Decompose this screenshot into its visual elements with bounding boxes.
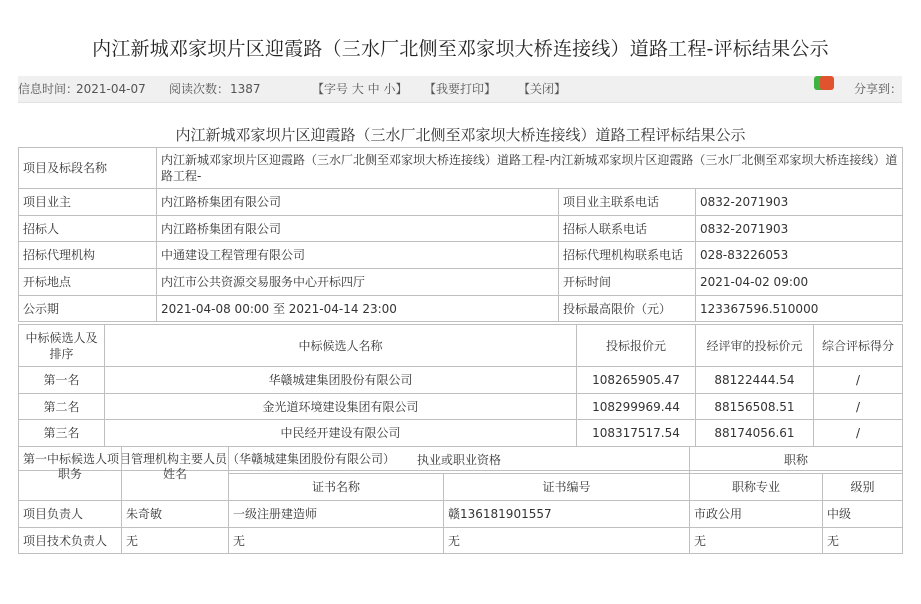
- candidate-reviewed: 88156508.51: [696, 394, 814, 420]
- tenderer-phone-value: 0832-2071903: [696, 216, 903, 242]
- table-row: [19, 148, 903, 189]
- person-name: 朱奇敏: [122, 501, 229, 528]
- project-name-label: 项目及标段名称: [19, 148, 157, 189]
- project-name-value: 内江新城邓家坝片区迎霞路（三水厂北侧至邓家坝大桥连接线）道路工程-内江新城邓家坝片区迎霞路（三水厂北侧至邓家坝大桥连接线）道路工程-: [157, 148, 903, 189]
- header-title: 职称: [690, 447, 903, 474]
- person-cert-name: 无: [229, 528, 444, 554]
- announcement-subtitle: 内江新城邓家坝片区迎霞路（三水厂北侧至邓家坝大桥连接线）道路工程评标结果公示: [175, 126, 746, 144]
- header-cert-no: 证书编号: [444, 474, 690, 501]
- header-rank: 中标候选人及排序: [19, 325, 105, 367]
- person-role: 项目负责人: [19, 501, 122, 528]
- table-row: [19, 420, 903, 447]
- info-date: 2021-04-07: [76, 82, 146, 96]
- candidate-bid: 108317517.54: [577, 420, 696, 447]
- candidate-score: /: [814, 420, 903, 447]
- font-size-link[interactable]: 【字号 大 中 小】: [312, 82, 408, 96]
- table-row: [19, 367, 903, 394]
- personnel-caption: 第一中标候选人项目管理机构主要人员（华赣城建集团股份有限公司）: [19, 447, 903, 471]
- publicity-period-value: 2021-04-08 00:00 至 2021-04-14 23:00: [157, 296, 559, 322]
- person-level: 中级: [823, 501, 903, 528]
- table-row: [19, 216, 903, 242]
- max-price-value: 123367596.510000: [696, 296, 903, 322]
- header-level: 级别: [823, 474, 903, 501]
- table-row: [19, 269, 903, 296]
- tenderer-phone-label: 招标人联系电话: [559, 216, 696, 242]
- owner-value: 内江路桥集团有限公司: [157, 189, 559, 216]
- opening-place-label: 开标地点: [19, 269, 157, 296]
- owner-phone-value: 0832-2071903: [696, 189, 903, 216]
- agency-label: 招标代理机构: [19, 242, 157, 269]
- candidate-rank: 第二名: [19, 394, 105, 420]
- candidate-bid: 108299969.44: [577, 394, 696, 420]
- tenderer-label: 招标人: [19, 216, 157, 242]
- publicity-period-label: 公示期: [19, 296, 157, 322]
- header-title-major: 职称专业: [690, 474, 823, 501]
- agency-phone-label: 招标代理机构联系电话: [559, 242, 696, 269]
- table-row: [19, 296, 903, 322]
- page-title: 内江新城邓家坝片区迎霞路（三水厂北侧至邓家坝大桥连接线）道路工程-评标结果公示: [92, 38, 829, 60]
- header-cert-name: 证书名称: [229, 474, 444, 501]
- candidate-score: /: [814, 367, 903, 394]
- info-date-label: 信息时间：: [18, 82, 79, 96]
- candidate-rank: 第三名: [19, 420, 105, 447]
- project-info-table: [18, 147, 903, 322]
- candidate-name: 华赣城建集团股份有限公司: [105, 367, 577, 394]
- info-views-label: 阅读次数：: [169, 82, 230, 96]
- person-cert-no: 无: [444, 528, 690, 554]
- candidate-reviewed: 88122444.54: [696, 367, 814, 394]
- header-qualification: 执业或职业资格: [229, 447, 690, 474]
- tenderer-value: 内江路桥集团有限公司: [157, 216, 559, 242]
- person-cert-name: 一级注册建造师: [229, 501, 444, 528]
- close-link[interactable]: 【关闭】: [518, 82, 567, 96]
- header-reviewed-price: 经评审的投标价元: [696, 325, 814, 367]
- candidate-reviewed: 88174056.61: [696, 420, 814, 447]
- personnel-table: [18, 446, 903, 554]
- person-title-major: 市政公用: [690, 501, 823, 528]
- header-candidate-name: 中标候选人名称: [105, 325, 577, 367]
- table-row: [19, 242, 903, 269]
- person-name: 无: [122, 528, 229, 554]
- max-price-label: 投标最高限价（元）: [559, 296, 696, 322]
- info-views: 1387: [230, 82, 261, 96]
- opening-time-label: 开标时间: [559, 269, 696, 296]
- header-name: 姓名: [122, 447, 229, 501]
- candidate-name: 金光道环境建设集团有限公司: [105, 394, 577, 420]
- candidate-bid: 108265905.47: [577, 367, 696, 394]
- table-row: [19, 394, 903, 420]
- weibo-icon[interactable]: [820, 76, 834, 90]
- person-title-major: 无: [690, 528, 823, 554]
- table-row: [19, 325, 903, 367]
- table-row: [19, 528, 903, 554]
- candidate-name: 中民经开建设有限公司: [105, 420, 577, 447]
- header-role: 职务: [19, 447, 122, 501]
- opening-place-value: 内江市公共资源交易服务中心开标四厅: [157, 269, 559, 296]
- person-level: 无: [823, 528, 903, 554]
- person-cert-no: 赣136181901557: [444, 501, 690, 528]
- info-bar: [18, 76, 902, 103]
- person-role: 项目技术负责人: [19, 528, 122, 554]
- table-row: [19, 501, 903, 528]
- candidate-score: /: [814, 394, 903, 420]
- candidate-rank: 第一名: [19, 367, 105, 394]
- header-score: 综合评标得分: [814, 325, 903, 367]
- agency-value: 中通建设工程管理有限公司: [157, 242, 559, 269]
- print-link[interactable]: 【我要打印】: [424, 82, 497, 96]
- agency-phone-value: 028-83226053: [696, 242, 903, 269]
- owner-label: 项目业主: [19, 189, 157, 216]
- opening-time-value: 2021-04-02 09:00: [696, 269, 903, 296]
- table-row: [19, 447, 903, 474]
- share-label: 分享到：: [854, 82, 903, 96]
- owner-phone-label: 项目业主联系电话: [559, 189, 696, 216]
- table-row: [19, 189, 903, 216]
- header-bid-price: 投标报价元: [577, 325, 696, 367]
